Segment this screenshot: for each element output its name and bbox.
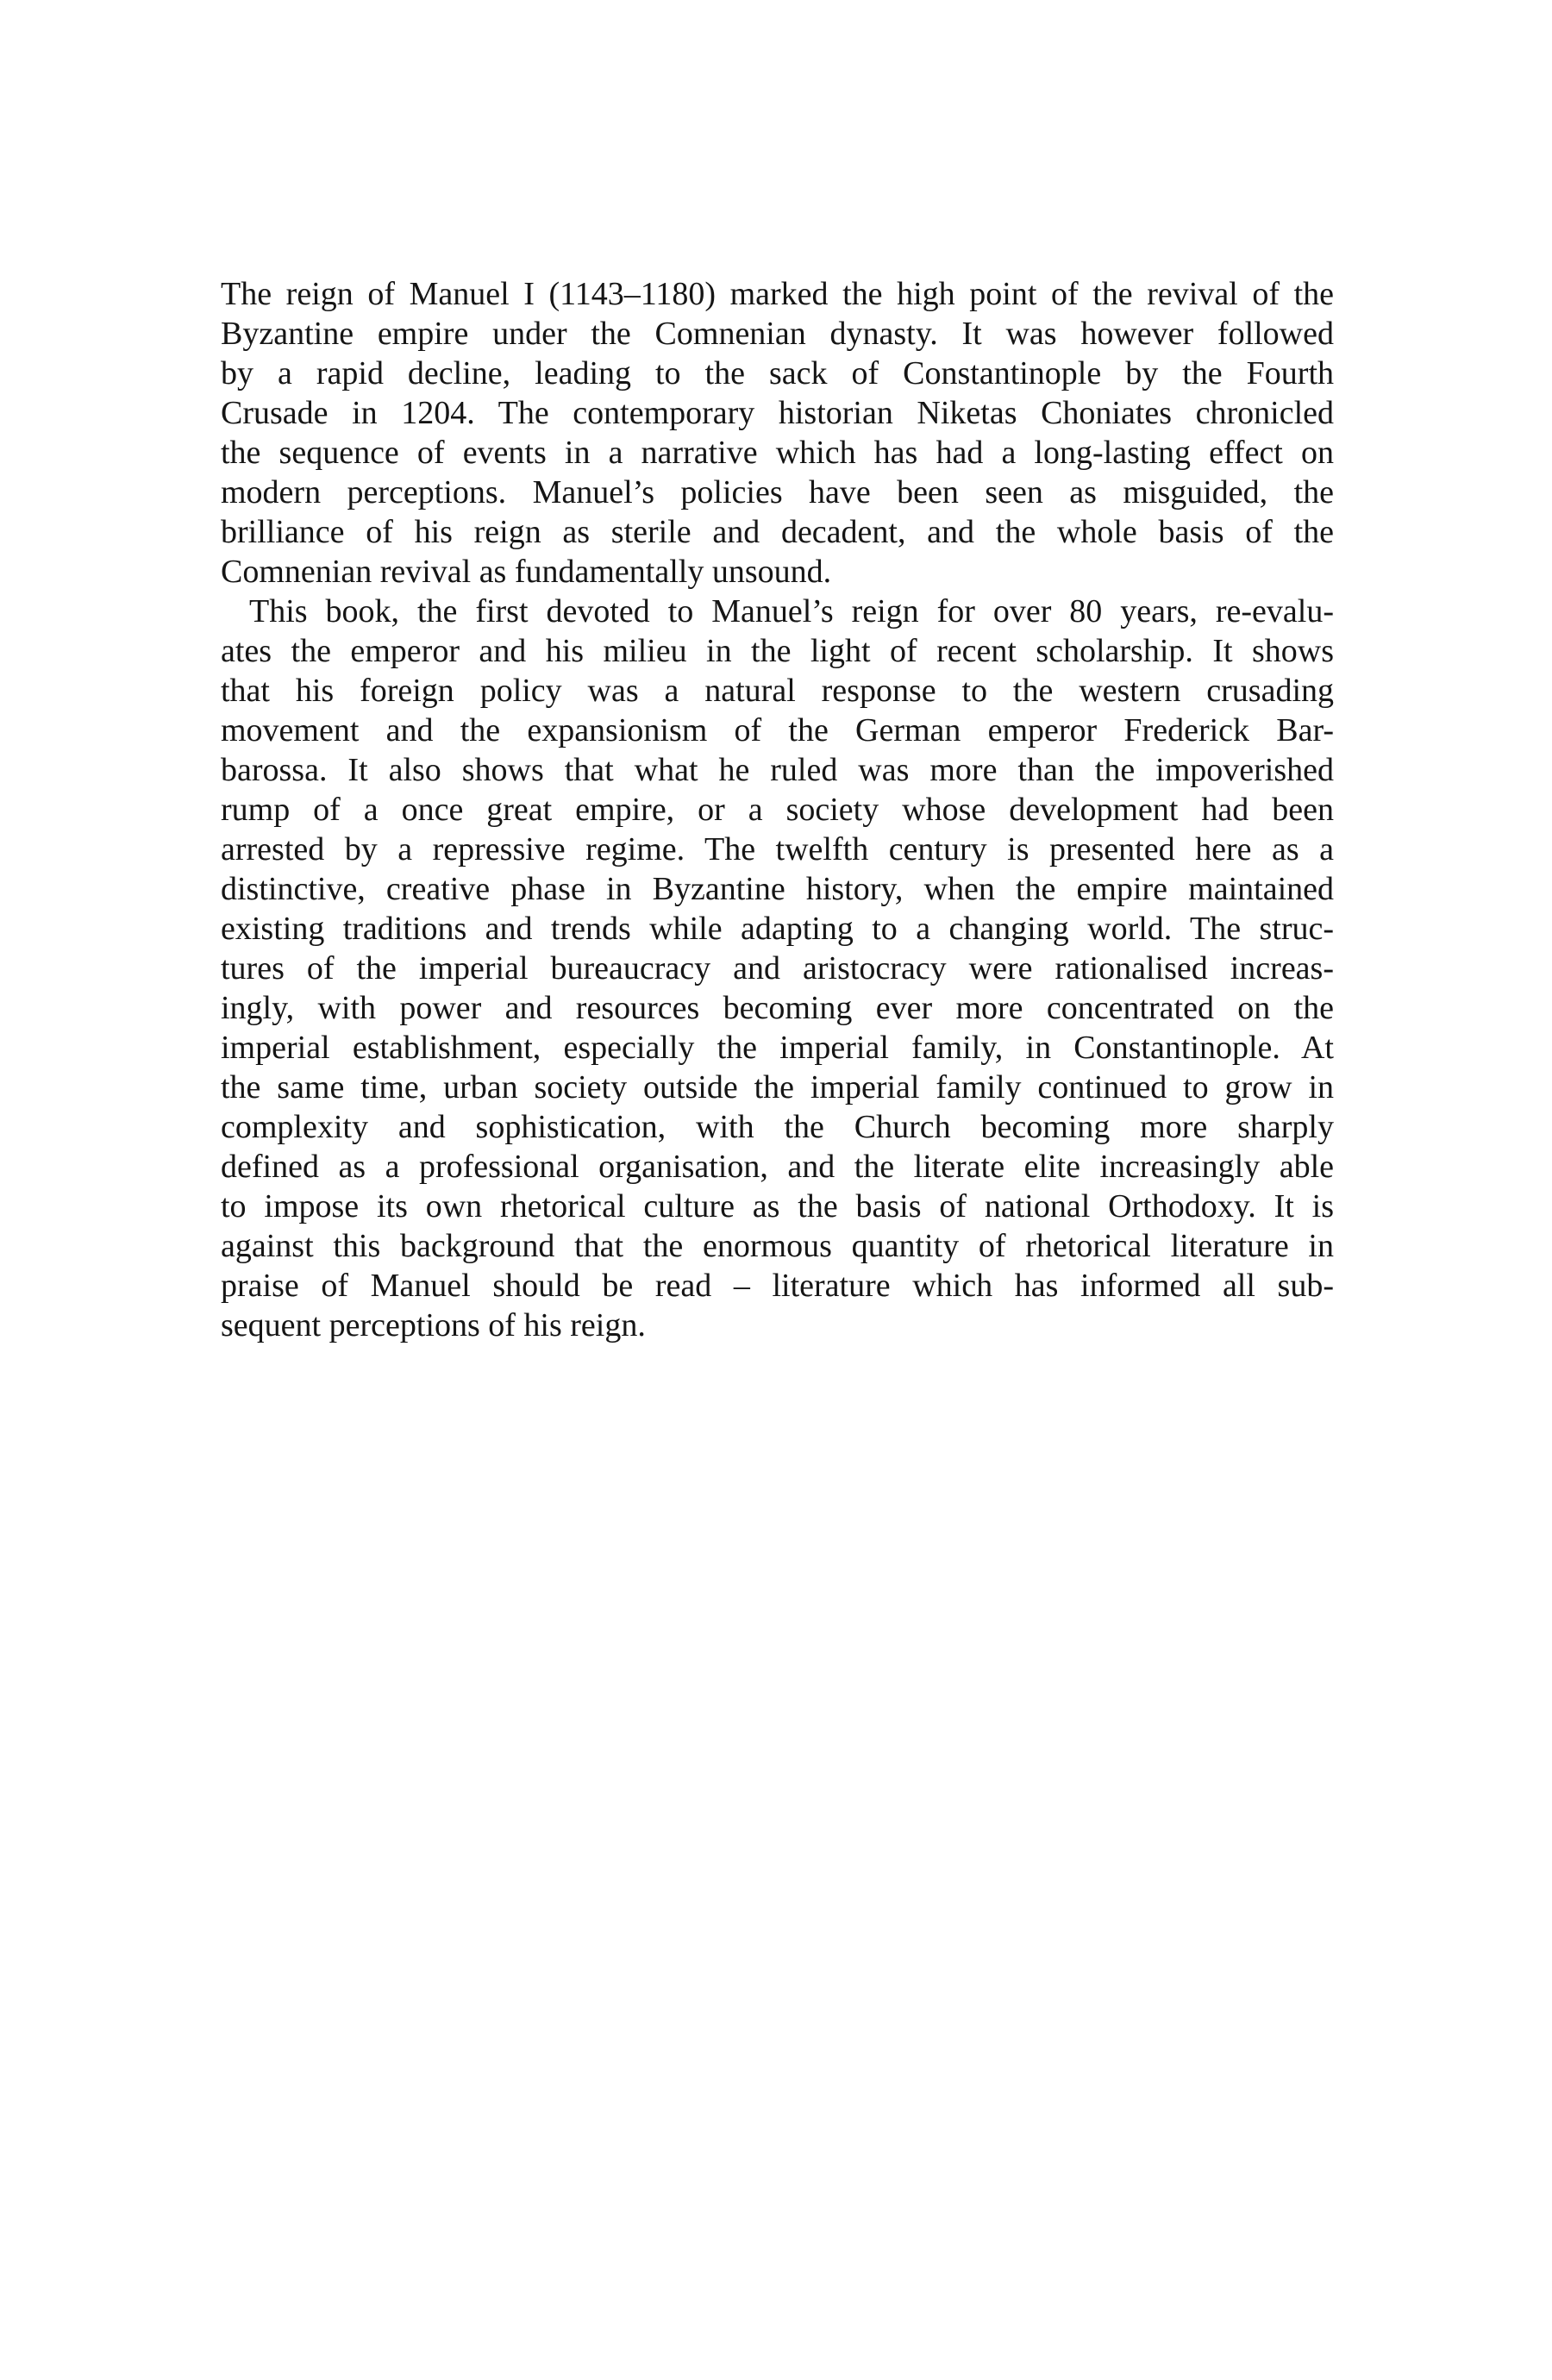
text-line: distinctive, creative phase in Byzantine history, when the empire maintained	[221, 871, 1334, 907]
text-line: Byzantine empire under the Comnenian dynasty. It was however followed	[221, 316, 1334, 352]
paragraph-1	[221, 274, 1334, 592]
text-line: modern perceptions. Manuel’s policies have been seen as misguided, the	[221, 474, 1334, 510]
text-line: the same time, urban society outside the imperial family continued to grow in	[221, 1069, 1334, 1105]
text-line: defined as a professional organisation, and the literate elite increasingly able	[221, 1149, 1334, 1185]
text-line: complexity and sophistication, with the Church becoming more sharply	[221, 1109, 1334, 1145]
text-line: ingly, with power and resources becoming ever more concentrated on the	[221, 990, 1334, 1026]
text-line: rump of a once great empire, or a society whose development had been	[221, 792, 1334, 828]
text-line: against this background that the enormous quantity of rhetorical literature in	[221, 1228, 1334, 1264]
text-line: praise of Manuel should be read – literature which has informed all sub-	[221, 1268, 1334, 1304]
text-line: This book, the first devoted to Manuel’s reign for over 80 years, re-evalu-	[249, 593, 1334, 629]
text-line: The reign of Manuel I (1143–1180) marked the high point of the revival of the	[221, 276, 1334, 312]
text-line: Crusade in 1204. The contemporary historian Niketas Choniates chronicled	[221, 395, 1334, 431]
text-line: tures of the imperial bureaucracy and aristocracy were rationalised increas-	[221, 950, 1334, 986]
text-line: brilliance of his reign as sterile and decadent, and the whole basis of the	[221, 514, 1334, 550]
text-line: Comnenian revival as fundamentally unsound.	[221, 554, 832, 590]
text-line: existing traditions and trends while adapting to a changing world. The struc-	[221, 911, 1334, 947]
text-line: the sequence of events in a narrative which has had a long-lasting effect on	[221, 435, 1334, 471]
text-line: arrested by a repressive regime. The twelfth century is presented here as a	[221, 831, 1334, 867]
text-line: barossa. It also shows that what he ruled was more than the impoverished	[221, 752, 1334, 788]
text-line: imperial establishment, especially the imperial family, in Constantinople. At	[221, 1030, 1334, 1066]
paragraph-2	[221, 592, 1334, 1345]
text-line: to impose its own rhetorical culture as the basis of national Orthodoxy. It is	[221, 1188, 1334, 1224]
text-line: movement and the expansionism of the German emperor Frederick Bar-	[221, 712, 1334, 748]
body-text	[221, 274, 1334, 1345]
text-line: sequent perceptions of his reign.	[221, 1307, 646, 1343]
text-line: by a rapid decline, leading to the sack of Constantinople by the Fourth	[221, 355, 1334, 391]
text-line: that his foreign policy was a natural response to the western crusading	[221, 673, 1334, 709]
text-line: ates the emperor and his milieu in the light of recent scholarship. It shows	[221, 633, 1334, 669]
